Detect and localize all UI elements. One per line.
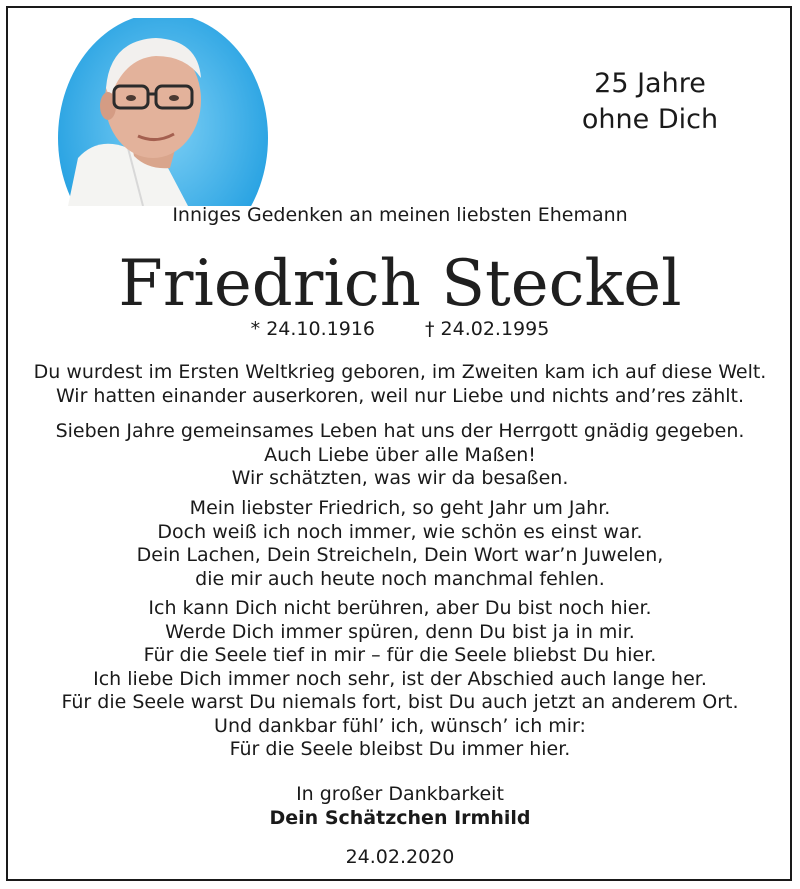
poem-line: Wir hatten einander auserkoren, weil nur Liebe und nichts and’res zählt. [55,384,745,407]
anniversary-line-1: 25 Jahre [594,68,706,99]
poem-stanza-4 [0,597,800,762]
poem-line: die mir auch heute noch manchmal fehlen. [195,567,605,590]
poem-line: Mein liebster Friedrich, so geht Jahr um Jahr. [189,497,611,519]
poem-line: Ich kann Dich nicht berühren, aber Du bist noch hier. [148,597,652,619]
intro-line: Inniges Gedenken an meinen liebsten Ehemann [172,204,628,226]
poem-line: Für die Seele tief in mir – für die Seele bliebst Du hier. [143,644,657,666]
poem-line: Du wurdest im Ersten Weltkrieg geboren, im Zweiten kam ich auf diese Welt. [33,361,767,383]
portrait-photo [58,18,268,206]
poem-line: Werde Dich immer spüren, denn Du bist ja in mir. [165,620,635,643]
deceased-name: Friedrich Steckel [118,247,682,321]
poem-stanza-2 [0,420,800,491]
poem-line: Wir schätzten, was wir da besaßen. [231,467,569,489]
life-dates [0,318,800,340]
poem-line: Auch Liebe über alle Maßen! [264,443,536,466]
poem-line: Und dankbar fühl’ ich, wünsch’ ich mir: [214,714,586,737]
poem-stanza-1 [0,361,800,408]
signer-name: Dein Schätzchen Irmhild [269,807,531,829]
closing-block [0,782,800,830]
poem-stanza-3 [0,497,800,591]
poem-line: Ich liebe Dich immer noch sehr, ist der Abschied auch lange her. [93,667,707,690]
publish-date: 24.02.2020 [345,846,455,868]
portrait-illustration [58,18,268,206]
birth-date: * 24.10.1916 [250,318,375,340]
poem-line: Für die Seele warst Du niemals fort, bist Du auch jetzt an anderem Ort. [61,691,739,713]
poem-line: Für die Seele bleibst Du immer hier. [229,738,571,760]
anniversary-label [560,66,740,138]
poem-line: Dein Lachen, Dein Streicheln, Dein Wort war’n Juwelen, [136,544,664,566]
closing-line: In großer Dankbarkeit [296,783,504,805]
death-date: † 24.02.1995 [425,318,550,340]
poem-line: Doch weiß ich noch immer, wie schön es einst war. [157,520,643,543]
poem-line: Sieben Jahre gemeinsames Leben hat uns der Herrgott gnädig gegeben. [55,420,745,442]
anniversary-line-2: ohne Dich [581,104,719,135]
